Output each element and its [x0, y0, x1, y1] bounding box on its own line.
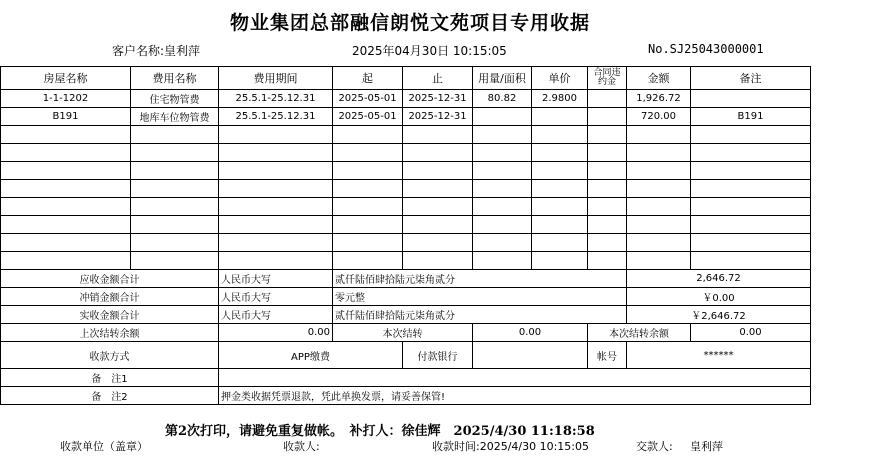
payment-method-label: 收款方式 [1, 342, 219, 369]
this-carry-value: 0.00 [473, 324, 588, 342]
cell-usage [473, 108, 532, 126]
collecting-unit: 收款单位（盖章） [60, 440, 148, 453]
account-value: ****** [627, 342, 811, 369]
header-fee-name: 费用名称 [131, 67, 219, 90]
offset-label: 冲销金额合计 [1, 288, 219, 306]
cell-end: 2025-12-31 [403, 90, 473, 108]
note1-row [1, 369, 811, 387]
cell-remark [691, 90, 811, 108]
actual-rmb-label: 人民币大写 [219, 306, 333, 324]
cell-fee-name: 地库车位物管费 [131, 108, 219, 126]
payer-label: 交款人: [636, 440, 673, 453]
this-balance-value: 0.00 [691, 324, 811, 342]
table-row [1, 108, 811, 126]
prev-balance-value: 0.00 [219, 324, 333, 342]
payment-row [1, 342, 811, 369]
cell-room: 1-1-1202 [1, 90, 131, 108]
receive-time: 收款时间:2025/4/30 10:15:05 [432, 440, 590, 453]
cell-end: 2025-12-31 [403, 108, 473, 126]
actual-total-row [1, 306, 811, 324]
receipt-datetime: 2025年04月30日 10:15:05 [352, 44, 507, 58]
customer-name: 客户名称:皇利萍 [112, 44, 201, 58]
this-balance-label: 本次结转余额 [588, 324, 691, 342]
bank-value [473, 342, 588, 369]
bank-label: 付款银行 [403, 342, 473, 369]
receivable-amount: 2,646.72 [627, 270, 811, 288]
balance-row [1, 324, 811, 342]
offset-amount: ￥0.00 [627, 288, 811, 306]
empty-row [1, 198, 811, 216]
account-label: 帐号 [588, 342, 627, 369]
receivable-words: 贰仟陆佰肆拾陆元柒角贰分 [333, 270, 627, 288]
cell-unit-price [532, 108, 588, 126]
table-row [1, 90, 811, 108]
offset-rmb-label: 人民币大写 [219, 288, 333, 306]
cell-usage: 80.82 [473, 90, 532, 108]
receiver-label: 收款人: [283, 440, 320, 453]
reprint-notice: 第2次打印，请避免重复做帐。 补打人：徐佳辉 2025/4/30 11:18:58 [165, 424, 595, 439]
header-penalty: 合同违约金 [588, 67, 627, 90]
actual-label: 实收金额合计 [1, 306, 219, 324]
table-header-row [1, 67, 811, 90]
empty-row [1, 162, 811, 180]
header-start: 起 [333, 67, 403, 90]
offset-total-row [1, 288, 811, 306]
payment-method-value: APP缴费 [219, 342, 403, 369]
actual-words: 贰仟陆佰肆拾陆元柒角贰分 [333, 306, 627, 324]
cell-start: 2025-05-01 [333, 108, 403, 126]
payer-name: 皇利萍 [690, 440, 723, 453]
cell-room: B191 [1, 108, 131, 126]
offset-words: 零元整 [333, 288, 627, 306]
note2-value: 押金类收据凭票退款，凭此单换发票，请妥善保管! [219, 387, 811, 405]
empty-row [1, 216, 811, 234]
cell-penalty [588, 108, 627, 126]
this-carry-label: 本次结转 [333, 324, 473, 342]
cell-amount: 720.00 [627, 108, 691, 126]
receipt-number: No.SJ25043000001 [648, 42, 764, 56]
empty-row [1, 234, 811, 252]
receipt-table [0, 66, 811, 405]
empty-row [1, 126, 811, 144]
header-end: 止 [403, 67, 473, 90]
empty-row [1, 252, 811, 270]
cell-amount: 1,926.72 [627, 90, 691, 108]
receivable-label: 应收金额合计 [1, 270, 219, 288]
cell-penalty [588, 90, 627, 108]
cell-unit-price: 2.9800 [532, 90, 588, 108]
cell-fee-name: 住宅物管费 [131, 90, 219, 108]
cell-start: 2025-05-01 [333, 90, 403, 108]
empty-row [1, 180, 811, 198]
empty-row [1, 144, 811, 162]
note2-row [1, 387, 811, 405]
actual-amount: ￥2,646.72 [627, 306, 811, 324]
note1-label: 备 注1 [1, 369, 219, 387]
note1-value [219, 369, 811, 387]
cell-fee-period: 25.5.1-25.12.31 [219, 108, 333, 126]
header-room: 房屋名称 [1, 67, 131, 90]
cell-fee-period: 25.5.1-25.12.31 [219, 90, 333, 108]
prev-balance-label: 上次结转余额 [1, 324, 219, 342]
cell-remark: B191 [691, 108, 811, 126]
receivable-total-row [1, 270, 811, 288]
note2-label: 备 注2 [1, 387, 219, 405]
header-amount: 金额 [627, 67, 691, 90]
header-fee-period: 费用期间 [219, 67, 333, 90]
header-usage: 用量/面积 [473, 67, 532, 90]
header-remark: 备注 [691, 67, 811, 90]
receivable-rmb-label: 人民币大写 [219, 270, 333, 288]
header-unit-price: 单价 [532, 67, 588, 90]
receipt-title: 物业集团总部融信朗悦文苑项目专用收据 [229, 12, 590, 34]
